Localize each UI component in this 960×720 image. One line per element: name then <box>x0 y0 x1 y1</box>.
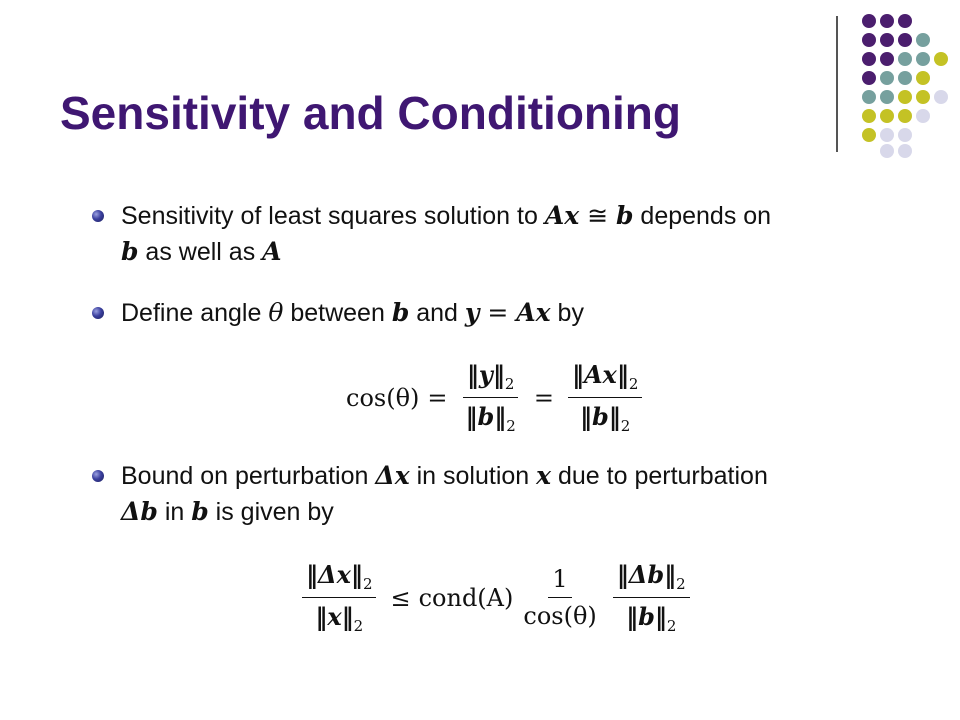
decor-dot <box>862 71 876 85</box>
equation-cosine-definition <box>346 360 648 435</box>
text-run: between <box>283 299 392 327</box>
math-run: x <box>536 461 552 490</box>
subscript: 2 <box>504 375 515 393</box>
fraction <box>519 565 600 630</box>
decor-dot <box>880 128 894 142</box>
bullet-marker <box>92 470 104 482</box>
math-operator: = <box>479 298 517 327</box>
fraction <box>613 560 690 635</box>
math-run: Δb <box>121 497 158 526</box>
subscript: 2 <box>620 417 631 435</box>
math-run: y <box>464 298 480 327</box>
decor-dot <box>916 52 930 66</box>
text-run: as well as <box>138 238 263 266</box>
decor-dot <box>898 33 912 47</box>
decor-dot <box>916 90 930 104</box>
decor-dot <box>880 109 894 123</box>
fraction <box>302 560 376 635</box>
math-run: cos(θ) <box>346 383 420 412</box>
decor-dot <box>880 144 894 158</box>
math-run: ‖b‖ <box>626 602 667 631</box>
decor-dot <box>862 109 876 123</box>
bullet-marker <box>92 210 104 222</box>
fraction-denominator <box>576 398 634 435</box>
fraction-numerator <box>613 560 690 598</box>
decor-dot <box>934 90 948 104</box>
subscript: 2 <box>506 417 516 435</box>
text-run: Sensitivity of least squares solution to <box>121 202 545 230</box>
subscript: 2 <box>666 617 677 635</box>
decor-dot <box>862 33 876 47</box>
math-operator: ≤ <box>390 583 411 612</box>
math-run: ‖x‖ <box>315 602 354 631</box>
fraction <box>568 360 642 435</box>
decor-dot <box>898 90 912 104</box>
text-run: Bound on perturbation <box>121 462 376 490</box>
math-run: ‖Ax‖ <box>571 360 629 389</box>
bullet-marker <box>92 307 104 319</box>
decor-dot <box>898 128 912 142</box>
decor-dot <box>916 109 930 123</box>
bullet-1-line-1 <box>121 198 921 234</box>
bullet-text-3 <box>121 458 921 530</box>
fraction <box>462 360 520 435</box>
fraction-numerator <box>568 360 642 398</box>
text-run: and <box>409 299 465 327</box>
fraction-numerator <box>302 560 376 598</box>
math-run: ‖b‖ <box>580 402 621 431</box>
text-run: by <box>550 299 584 327</box>
decor-dot <box>880 33 894 47</box>
text-run: in solution <box>409 462 537 490</box>
math-run: Ax <box>544 201 580 230</box>
text-run: in <box>157 498 192 526</box>
decor-dot <box>862 128 876 142</box>
subscript: 2 <box>676 575 686 593</box>
math-operator: = <box>533 383 554 412</box>
decor-dot <box>916 33 930 47</box>
bullet-1-line-2 <box>121 234 921 270</box>
text-run: Define angle <box>121 299 269 327</box>
decor-dot <box>862 14 876 28</box>
bullet-text-1 <box>121 198 921 270</box>
decorative-divider <box>836 16 838 152</box>
math-operator: = <box>427 383 448 412</box>
math-run: ‖b‖ <box>465 402 507 431</box>
decor-dot <box>898 109 912 123</box>
decor-dot <box>898 14 912 28</box>
math-run: b <box>191 497 209 526</box>
decor-dot <box>880 14 894 28</box>
slide-title: Sensitivity and Conditioning <box>60 87 681 139</box>
decor-dot <box>898 144 912 158</box>
bullet-text-2 <box>121 295 921 331</box>
math-run: b <box>121 237 139 266</box>
decor-dot <box>916 71 930 85</box>
decor-dot <box>880 90 894 104</box>
subscript: 2 <box>362 575 373 593</box>
math-run: Δx <box>375 461 410 490</box>
math-run: ‖Δx‖ <box>306 560 363 589</box>
math-operator: ≅ <box>579 201 616 230</box>
text-run: is given by <box>208 498 334 526</box>
decor-dot <box>862 52 876 66</box>
math-run: b <box>615 201 634 230</box>
decor-dot <box>898 52 912 66</box>
subscript: 2 <box>628 375 639 393</box>
fraction-denominator: cos(θ) <box>523 602 597 630</box>
decor-dot <box>862 90 876 104</box>
decor-dot <box>880 71 894 85</box>
fraction-numerator: 1 <box>548 565 571 598</box>
fraction-numerator <box>463 360 519 398</box>
fraction-denominator <box>622 598 680 635</box>
bullet-2-line-1 <box>121 295 921 331</box>
fraction-denominator <box>462 398 520 435</box>
decor-dot <box>934 52 948 66</box>
math-run: A <box>262 237 282 266</box>
subscript: 2 <box>353 617 364 635</box>
fraction-denominator <box>311 598 367 635</box>
decor-dot <box>898 71 912 85</box>
decor-dot <box>880 52 894 66</box>
math-run: θ <box>268 298 284 327</box>
math-run: cond(A) <box>418 583 514 612</box>
math-run: ‖y‖ <box>466 360 505 389</box>
decorative-dot-grid <box>852 14 952 154</box>
math-run: Ax <box>516 298 551 327</box>
text-run: due to perturbation <box>551 462 768 490</box>
text-run: depends on <box>633 202 772 230</box>
math-run: ‖Δb‖ <box>616 560 677 589</box>
bullet-3-line-1 <box>121 458 921 494</box>
equation-perturbation-bound <box>296 560 696 635</box>
math-run: b <box>391 298 410 327</box>
bullet-3-line-2 <box>121 494 921 530</box>
